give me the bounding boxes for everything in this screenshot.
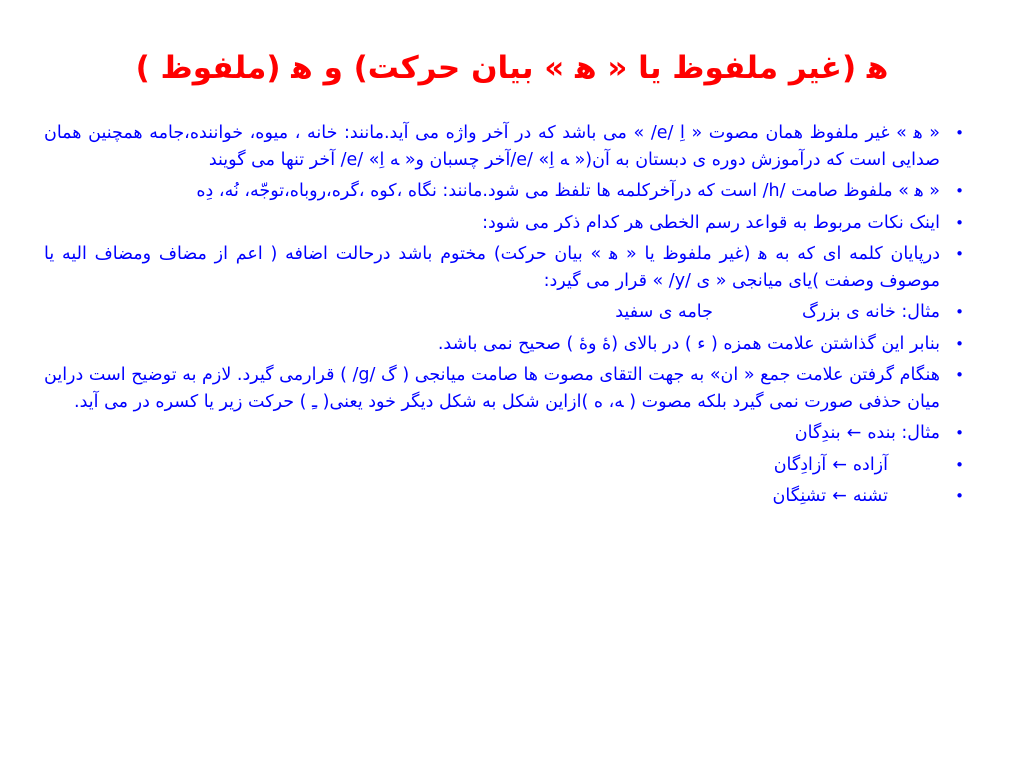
bullet-text: « ﻫ » ملفوظ صامت /h/ است که درآخرکلمه ها تلفظ می شود.مانند: نگاه ،کوه ،گره،روباه،توجّه، نُه، دِه — [196, 181, 940, 201]
example-word: بنده — [867, 423, 896, 443]
bullet-text: مثال: خانه ی بزرگ جامه ی سفید — [615, 302, 940, 322]
bullet-glyph: • — [955, 182, 964, 200]
example-prefix: مثال: — [895, 423, 940, 443]
bullet-glyph: • — [955, 366, 964, 384]
example-item-2 — [44, 452, 968, 479]
bullet-item-3 — [44, 210, 968, 237]
slide-title: ﻫ (غیر ملفوظ یا « ﻫ » بیان حرکت) و ﻫ (ملفوظ ) — [135, 50, 889, 86]
bullet-item-5 — [44, 299, 968, 326]
bullet-item-4 — [44, 241, 968, 294]
bullet-glyph: • — [955, 303, 964, 321]
bullet-glyph: • — [955, 487, 964, 505]
bullet-text: اینک نکات مربوط به قواعد رسم الخطی هر کدام ذکر می شود: — [482, 212, 940, 233]
bullet-list — [44, 120, 968, 515]
left-arrow-icon: ← — [832, 454, 847, 475]
example-plural: آزادِگان — [773, 454, 827, 475]
left-arrow-icon: ← — [846, 423, 862, 443]
bullet-text: بنابر این گذاشتن علامت همزه ( ء ) در بالای (هٔ وۀ ) صحیح نمی باشد. — [437, 333, 940, 354]
bullet-text: « ﻫ » غیر ملفوظ همان مصوت « اِ /e/ » می باشد که در آخر واژه می آید.مانند: خانه ، میوه، خواننده،جامه همچنین همان صدایی است که درآموزش دوره ی دبستان به آن(« ﻪ اِ» /e/آخر چسبان و« ﻪ اِ» /e/ آخر تنها می گویند — [44, 123, 940, 170]
bullet-glyph: • — [955, 124, 964, 142]
example-word: تشنه — [852, 486, 888, 506]
bullet-text: هنگام گرفتن علامت جمع « ان» به جهت التقای مصوت ها صامت میانجی ( گ /g/ ) قرارمی گیرد. لازم به توضیح است دراین میان حذفی صورت نمی گیرد بلکه مصوت ( ﻪ، ﻩ )ازاین شکل به شکل دیگر خود یعنی( ـِ ) حرکت زیر یا کسره در می آید. — [44, 365, 940, 412]
bullet-text: درپایان کلمه ای که به ﻫ (غیر ملفوظ یا « ﻫ » بیان حرکت) مختوم باشد درحالت اضافه ( اعم از مضاف ومضاف الیه یا موصوف وصفت )یای میانجی « ی /y/ » قرار می گیرد: — [44, 244, 940, 291]
left-arrow-icon: ← — [832, 486, 847, 506]
bullet-item-7 — [44, 362, 968, 415]
bullet-glyph: • — [955, 334, 964, 353]
bullet-glyph: • — [955, 455, 964, 474]
bullet-glyph: • — [955, 245, 964, 263]
bullet-item-6 — [44, 331, 968, 358]
bullet-item-2 — [44, 178, 968, 205]
example-plural: تشنِگان — [772, 486, 827, 506]
bullet-item-1 — [44, 120, 968, 173]
example-item-3 — [44, 483, 968, 510]
example-item-1 — [44, 420, 968, 447]
example-word: آزاده — [852, 454, 888, 475]
bullet-glyph: • — [955, 424, 964, 442]
example-plural: بندِگان — [794, 423, 841, 443]
bullet-glyph: • — [955, 213, 964, 232]
